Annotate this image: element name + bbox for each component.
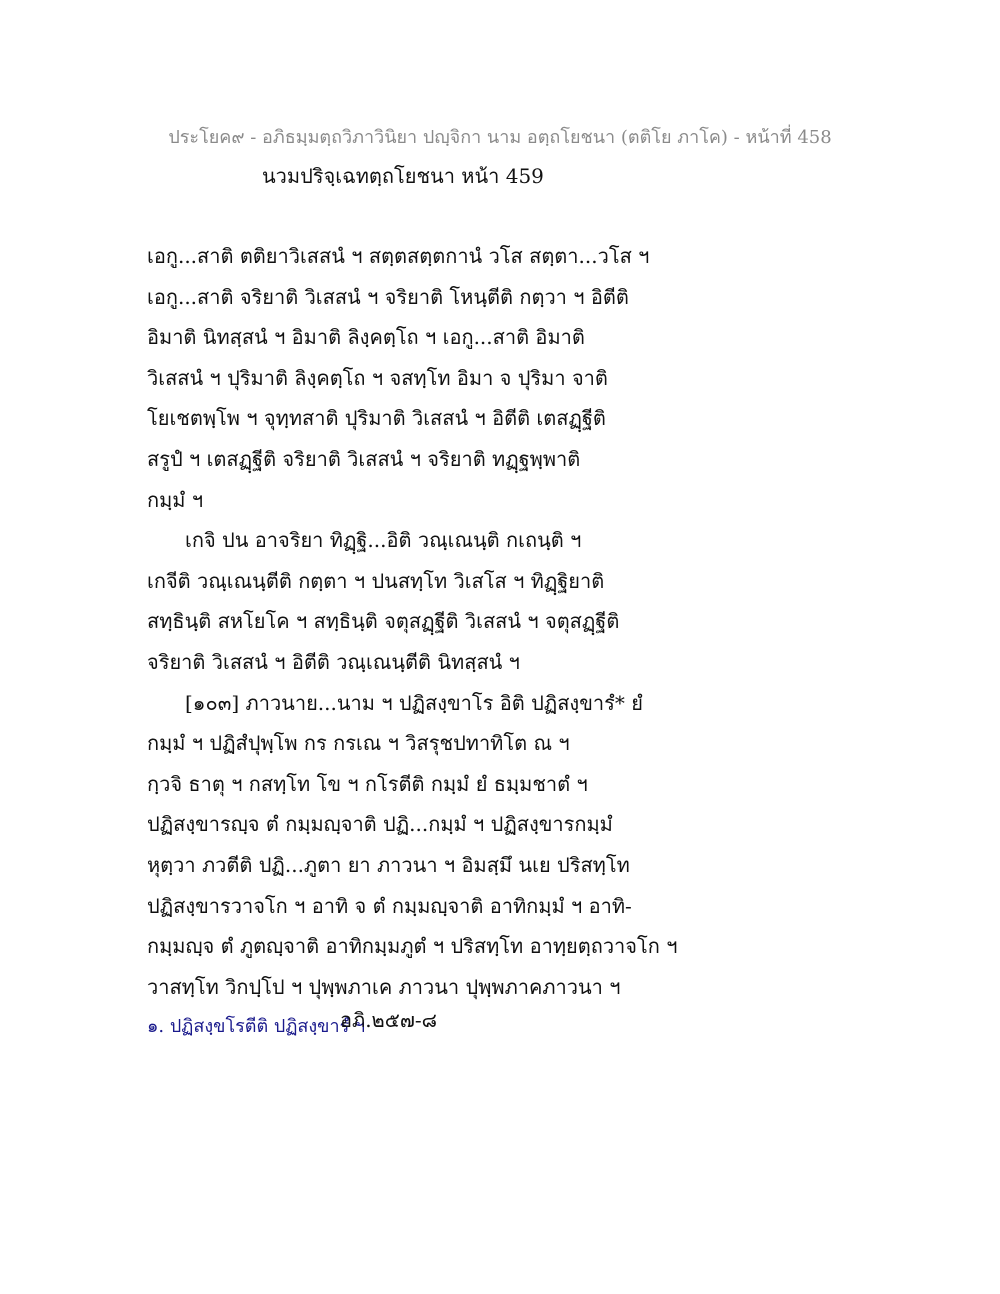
text-line: จริยาติ วิเสสนํ ฯ อิตีติ วณฺเณนฺตีติ นิทสฺสนํ ฯ [147, 649, 520, 674]
text-line: เอกู...สาติ ตติยาวิเสสนํ ฯ สตฺตสตฺตกานํ วโส สตฺตา...วโส ฯ [147, 244, 650, 268]
text-line: กมฺมํ ฯ [147, 487, 204, 512]
text-line: วาสทฺโท วิกปฺโป ฯ ปุพฺพภาเค ภาวนา ปุพฺพภาคภาวนา ฯ [147, 974, 621, 999]
text-line: เกจีติ วณฺเณนฺตีติ กตฺตา ฯ ปนสทฺโท วิเสโส ฯ ทิฏฺฐิยาติ [147, 568, 605, 593]
text-line: กฺวจิ ธาตุ ฯ กสทฺโท โข ฯ กโรตีติ กมฺมํ ยํ ธมฺมชาตํ ฯ [147, 771, 588, 796]
section-title: นวมปริจฺเฉทตฺถโยชนา หน้า 459 [262, 164, 544, 188]
text-line: ปฏิสงฺขารวาจโก ฯ อาทิ จ ตํ กมฺมญฺจาติ อาทิกมฺมํ ฯ อาทิ- [147, 893, 632, 918]
text-line: เอกู...สาติ จริยาติ วิเสสนํ ฯ จริยาติ โหนฺตีติ กตฺวา ฯ อิตีติ [147, 284, 629, 309]
body-text [147, 236, 867, 1048]
text-line: สรูปํ ฯ เตสฏฺฐีติ จริยาติ วิเสสนํ ฯ จริยาติ ทฏฺฐพฺพาติ [147, 446, 581, 471]
paragraph-start-line: [๑๐๓] ภาวนาย...นาม ฯ ปฏิสงฺขาโร อิติ ปฏิสงฺขารํ* ยํ [185, 690, 643, 715]
text-line: สทฺธินฺติ สหโยโค ฯ สทฺธินฺติ จตุสฏฺฐีติ วิเสสนํ ฯ จตุสฏฺฐีติ [147, 609, 620, 634]
text-line: โยเชตพฺโพ ฯ จุทฺทสาติ ปุริมาติ วิเสสนํ ฯ อิตีติ เตสฏฺฐีติ [147, 406, 606, 431]
text-line: ปฏิสงฺขารญฺจ ตํ กมฺมญฺจาติ ปฏิ...กมฺมํ ฯ ปฏิสงฺขารกมฺมํ [147, 812, 613, 837]
text-line: หุตฺวา ภวตีติ ปฏิ...ภูตา ยา ภาวนา ฯ อิมสฺมึ นเย ปริสทฺโท [147, 852, 630, 877]
text-line: อิมาติ นิทสฺสนํ ฯ อิมาติ ลิงฺคตฺโถ ฯ เอกู...สาติ อิมาติ [147, 325, 585, 350]
text-line: กมฺมํ ฯ ปฏิสํปุพฺโพ กร กรเณ ฯ วิสรุชปทาทิโต ณ ฯ [147, 731, 570, 756]
text-line: วิเสสนํ ฯ ปุริมาติ ลิงฺคตฺโถ ฯ จสทฺโท อิมา จ ปุริมา จาติ [147, 365, 608, 390]
paragraph-start-line: เกจิ ปน อาจริยา ทิฏฺฐิ...อิติ วณฺเณนฺติ กเถนฺติ ฯ [185, 528, 582, 553]
footnote: ๑. ปฏิสงฺขโรตีติ ปฏิสงฺขารํ ฯ [147, 1016, 366, 1038]
text-line: กมฺมญฺจ ตํ ภูตญฺจาติ อาทิกมฺมภูตํ ฯ ปริสทฺโท อาทฺยตฺถวาจโก ฯ [147, 934, 678, 959]
page-reference: อภิ.๒๕๗-๘ [340, 1008, 438, 1032]
page-header: ประโยค๙ - อภิธมฺมตฺถวิภาวินิยา ปญฺจิกา นาม อตฺถโยชนา (ตติโย ภาโค) - หน้าที่ 458 [168, 127, 832, 148]
